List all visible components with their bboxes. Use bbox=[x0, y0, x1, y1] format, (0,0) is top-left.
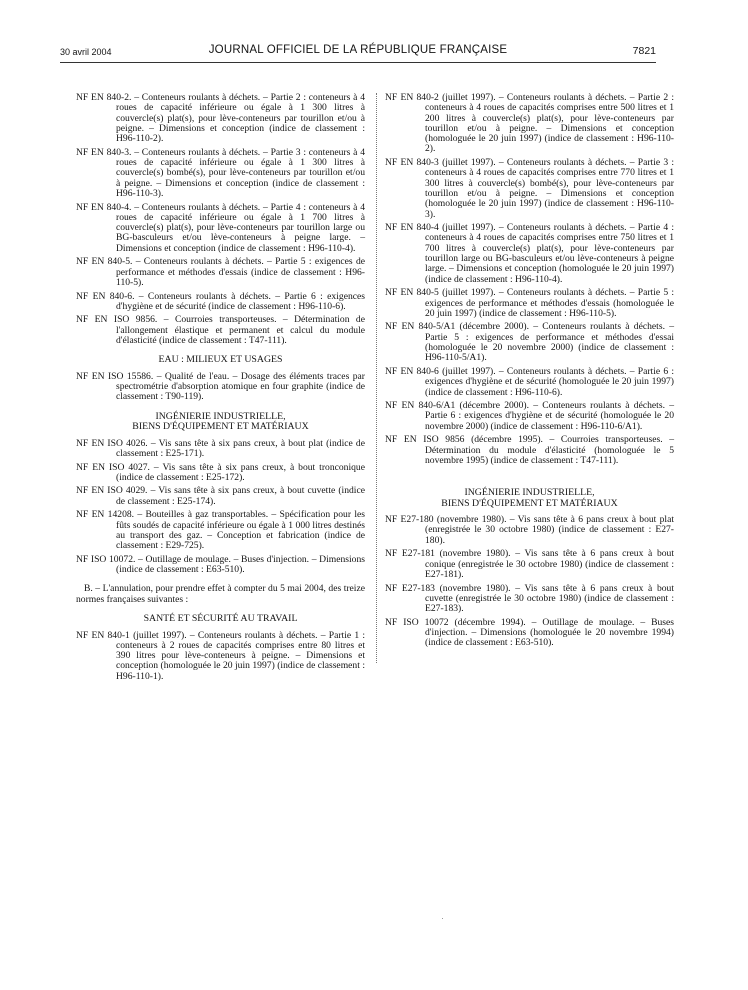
norm-entry: NF EN ISO 9856 (décembre 1995). – Courroies transporteuses. – Détermination du module d'élasticité (homologuée le 5 novembre 1995) (indice de classement : T47-111). bbox=[385, 434, 674, 466]
norm-entry: NF EN 840-6 (juillet 1997). – Conteneurs roulants à déchets. – Partie 6 : exigences d'hygiène et de sécurité (homologuée le 20 juin 1997) (indice de classement : H96-110-6). bbox=[385, 365, 674, 398]
norm-entry: NF EN 840-2. – Conteneurs roulants à déchets. – Partie 2 : conteneurs à 4 roues de capacité inférieure ou égale à 1 300 litres à couvercle(s) plat(s), pour lève-conteneurs par tourillon et/ou à peigne. – Dimensions et conception (indice de classement : H96-110-2). bbox=[76, 92, 365, 145]
norm-entry: NF EN 840-2 (juillet 1997). – Conteneurs roulants à déchets. – Partie 2 : conteneurs à 4 roues de capacités comprises entre 500 litres et 1 200 litres à couvercle(s) plat(s), pour lève-conteneurs par tourillon et/ou à peigne. – Dimensions et conception (homologuée le 20 juin 1997) (indice de classement : H96-110-2). bbox=[385, 92, 674, 155]
norm-entry: NF ISO 10072. – Outillage de moulage. – Buses d'injection. – Dimensions (indice de classement : E63-510). bbox=[76, 553, 365, 576]
right-column bbox=[385, 93, 674, 652]
section-heading-line: BIENS D'ÉQUIPEMENT ET MATÉRIAUX bbox=[441, 497, 618, 509]
norm-entry: NF EN 840-3 (juillet 1997). – Conteneurs roulants à déchets. – Partie 3 : conteneurs à 4 roues de capacités comprises entre 770 litres et 1 300 litres à couvercle(s) bombé(s), pour lève-conteneurs par tourillon et/ou à peigne. – Dimensions et conception (homologuée le 20 juin 1997) (indice de classement : H96-110-3). bbox=[385, 157, 674, 220]
section-heading-line: INGÉNIERIE INDUSTRIELLE, bbox=[464, 487, 595, 499]
norm-entry: NF EN ISO 15586. – Qualité de l'eau. – Dosage des éléments traces par spectrométrie d'absorption atomique en four graphite (indice de classement : T90-119). bbox=[76, 370, 365, 403]
page-header bbox=[60, 43, 656, 61]
column-divider bbox=[376, 93, 377, 663]
norm-entry: NF EN 840-3. – Conteneurs roulants à déchets. – Partie 3 : conteneurs à 4 roues de capacité inférieure ou égale à 1 300 litres à couvercle(s) bombé(s), pour lève-conteneurs par tourillon et/ou à peigne. – Dimensions et conception (indice de classement : H96-110-3). bbox=[76, 146, 365, 199]
norm-entry: NF EN ISO 4029. – Vis sans tête à six pans creux, à bout cuvette (indice de classement : E25-174). bbox=[76, 485, 365, 507]
norm-entry: NF EN 840-6/A1 (décembre 2000). – Conteneurs roulants à déchets. – Partie 6 : exigences d'hygiène et de sécurité (homologuée le 20 novembre 2000) (indice de classement : H96-110-6/A1). bbox=[385, 400, 674, 432]
norm-entry: NF EN 840-1 (juillet 1997). – Conteneurs roulants à déchets. – Partie 1 : conteneurs à 2 roues de capacités comprises entre 80 litres et 390 litres pour lève-conteneurs à peigne. – Dimensions et conception (homologuée le 20 juin 1997) (indice de classement : H96-110-1). bbox=[76, 629, 365, 682]
norm-entry: NF EN ISO 4027. – Vis sans tête à six pans creux, à bout tronconique (indice de classement : E25-172). bbox=[76, 461, 365, 483]
page-number: 7821 bbox=[632, 45, 656, 57]
section-heading-text: EAU : MILIEUX ET USAGES bbox=[158, 354, 283, 366]
norm-entry: NF EN ISO 9856. – Courroies transporteuses. – Détermination de l'allongement élastique et permanent et calcul du module d'élasticité (indice de classement : T47-111). bbox=[76, 314, 365, 347]
header-date: 30 avril 2004 bbox=[60, 47, 112, 57]
section-heading-line: INGÉNIERIE INDUSTRIELLE, bbox=[155, 410, 286, 422]
section-heading bbox=[76, 412, 365, 433]
norm-entry: NF EN ISO 4026. – Vis sans tête à six pans creux, à bout plat (indice de classement : E25-171). bbox=[76, 437, 365, 459]
section-heading-line: BIENS D'ÉQUIPEMENT ET MATÉRIAUX bbox=[132, 421, 309, 433]
norm-entry: NF E27-180 (novembre 1980). – Vis sans tête à 6 pans creux à bout plat (enregistrée le 30 octobre 1980) (indice de classement : E27-180). bbox=[385, 514, 674, 546]
norm-entry: NF EN 840-6. – Conteneurs roulants à déchets. – Partie 6 : exigences d'hygiène et de sécurité (indice de classement : H96-110-6). bbox=[76, 290, 365, 312]
norm-entry: NF EN 840-5. – Conteneurs roulants à déchets. – Partie 5 : exigences de performance et méthodes d'essais (indice de classement : H96-110-5). bbox=[76, 256, 365, 288]
annulment-note: B. – L'annulation, pour prendre effet à compter du 5 mai 2004, des treize normes françaises suivantes : bbox=[76, 583, 365, 605]
scan-speck bbox=[442, 918, 443, 919]
norm-entry: NF E27-181 (novembre 1980). – Vis sans tête à 6 pans creux à bout conique (enregistrée le 30 octobre 1980) (indice de classement : E27-181). bbox=[385, 548, 674, 580]
section-heading bbox=[76, 614, 365, 625]
journal-title: JOURNAL OFFICIEL DE LA RÉPUBLIQUE FRANÇAISE bbox=[208, 44, 508, 56]
norm-entry: NF EN 14208. – Bouteilles à gaz transportables. – Spécification pour les fûts soudés de capacité inférieure ou égale à 1 000 litres destinés au transport des gaz. – Conception et fabrication (indice de classement : E29-725). bbox=[76, 509, 365, 552]
norm-entry: NF E27-183 (novembre 1980). – Vis sans tête à 6 pans creux à bout cuvette (enregistrée le 30 octobre 1980) (indice de classement : E27-183). bbox=[385, 582, 674, 615]
norm-entry: NF EN 840-4. – Conteneurs roulants à déchets. – Partie 4 : conteneurs à 4 roues de capacité inférieure ou égale à 1 700 litres à couvercle(s) plat(s), pour lève-conteneurs par tourillon large ou BG-basculeurs et/ou lève-conteneurs à peigne large. – Dimensions et conception (indice de classement : H96-110-4). bbox=[76, 201, 365, 254]
section-heading bbox=[385, 488, 674, 509]
section-heading bbox=[76, 355, 365, 366]
left-column bbox=[76, 93, 365, 685]
section-heading-text: SANTÉ ET SÉCURITÉ AU TRAVAIL bbox=[143, 613, 298, 625]
header-rule bbox=[60, 62, 656, 63]
norm-entry: NF EN 840-4 (juillet 1997). – Conteneurs roulants à déchets. – Partie 4 : conteneurs à 4 roues de capacités comprises entre 750 litres et 1 700 litres à couvercle(s) plat(s), pour lève-conteneurs par tourillon large ou BG-basculeurs et/ou lève-conteneurs à peigne large. – Dimensions et conception (homologuée le 20 juin 1997) (indice de classement : H96-110-4). bbox=[385, 222, 674, 285]
norm-entry: NF EN 840-5/A1 (décembre 2000). – Conteneurs roulants à déchets. – Partie 5 : exigences de performance et méthodes d'essai (homologuée le 20 novembre 2000) (indice de classement : H96-110-5/A1). bbox=[385, 321, 674, 364]
norm-entry: NF EN 840-5 (juillet 1997). – Conteneurs roulants à déchets. – Partie 5 : exigences de performance et méthodes d'essais (homologuée le 20 juin 1997) (indice de classement : H96-110-5). bbox=[385, 287, 674, 319]
norm-entry: NF ISO 10072 (décembre 1994). – Outillage de moulage. – Buses d'injection. – Dimensions (homologuée le 20 novembre 1994) (indice de classement : E63-510). bbox=[385, 616, 674, 649]
